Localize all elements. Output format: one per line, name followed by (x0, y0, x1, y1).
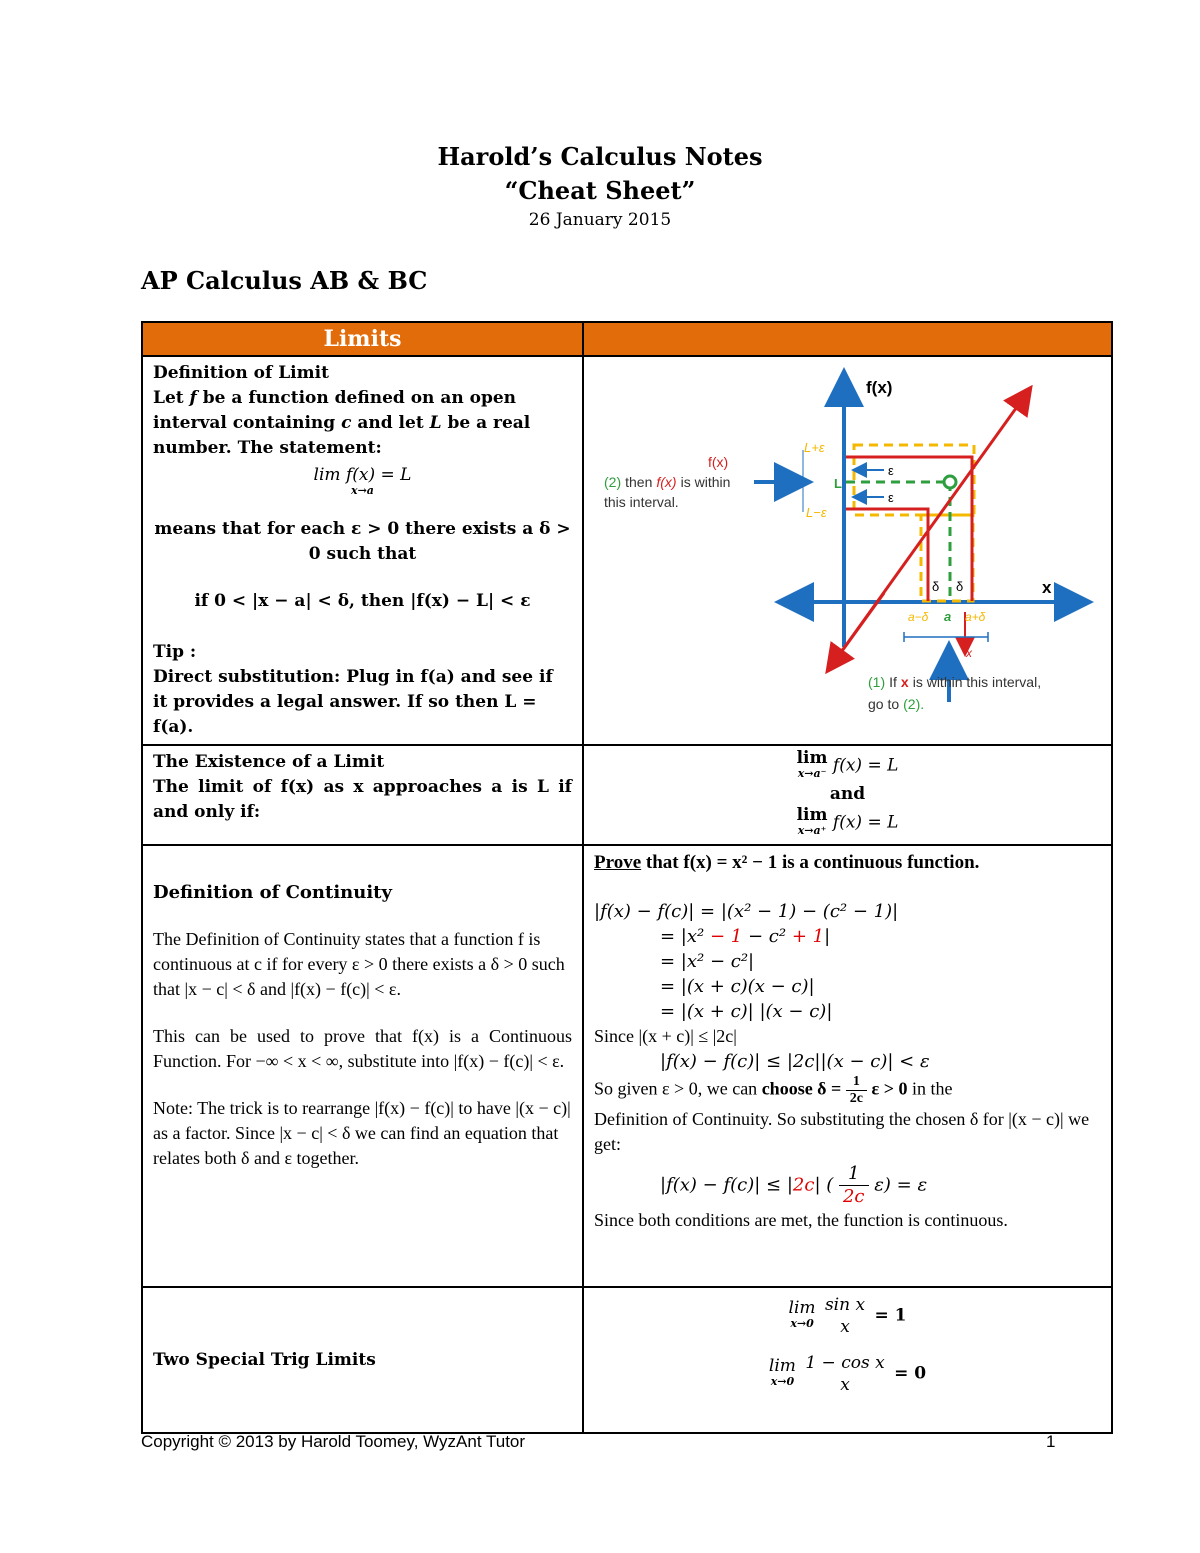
limit-definition-cell (142, 356, 583, 745)
tip-text: Direct substitution: Plug in f(a) and see if it provides a legal answer. If so then L = f(a). (153, 667, 553, 737)
label-a: a (944, 609, 952, 624)
right-limit: lim x→a⁺ f(x) = L (796, 805, 899, 837)
header-blank (583, 322, 1112, 356)
limit-condition: if 0 < |x − a| < δ, then |f(x) − L| < ε (194, 591, 531, 611)
doc-subtitle: “Cheat Sheet” (504, 176, 696, 205)
limit-def-heading: Definition of Limit (153, 363, 329, 383)
footer-page-number: 1 (1046, 1432, 1056, 1451)
label-this-interval: this interval. (604, 494, 679, 510)
proof-line-3: = |x² − c²| (660, 951, 755, 972)
section-title: AP Calculus AB & BC (141, 266, 428, 295)
and-word: and (829, 784, 866, 804)
table-row (142, 845, 1112, 1287)
limit-def-text: Let f be a function defined on an open interval containing c and let L be a real number. The statement: (153, 388, 531, 458)
label-eps-2: ε (888, 490, 894, 505)
label-L-minus: L−ε (806, 505, 827, 520)
label-fx-axis: f(x) (866, 378, 893, 397)
proof-line-8: So given ε > 0, we can choose δ = $\frac{1}{2c}$ ε > 0 in the (594, 1074, 953, 1106)
proof-line-6: Since |(x + c)| ≤ |2c| (594, 1026, 737, 1046)
proof-heading: Prove that f(x) = x² − 1 is a continuous function. (594, 852, 980, 873)
limit-means: means that for each ε > 0 there exists a δ > 0 such that (154, 519, 571, 564)
limit-point (944, 476, 956, 488)
proof-line-11: Since both conditions are met, the function is continuous. (594, 1210, 1008, 1230)
proof-line-4: = |(x + c)(x − c)| (660, 976, 815, 997)
label-goto: go to (2). (868, 696, 925, 712)
continuity-p2: This can be used to prove that f(x) is a Continuous Function. For −∞ < x < ∞, substitute into |f(x) − f(c)| < ε. (153, 1026, 572, 1071)
trig-limit-1: lim x→0 sin x x = 1 (788, 1295, 907, 1337)
label-fx: f(x) (708, 454, 729, 470)
label-x-axis: x (1042, 578, 1052, 597)
proof-line-2: = |x² − 1 − c² + 1| (660, 926, 831, 947)
label-eps-1: ε (888, 463, 894, 478)
label-if: (1) If x is within this interval, (868, 674, 1042, 690)
proof-line-5: = |(x + c)| |(x − c)| (660, 1001, 833, 1022)
label-L-plus: L+ε (804, 440, 825, 455)
doc-title: Harold’s Calculus Notes (437, 142, 763, 171)
header-limits: Limits (142, 322, 583, 356)
proof-line-9: Definition of Continuity. So substituting the chosen δ for |(x − c)| we get: (594, 1109, 1090, 1154)
label-delta-2: δ (956, 579, 964, 594)
trig-heading-cell (142, 1287, 583, 1433)
table-row (142, 1287, 1112, 1433)
table-row (142, 745, 1112, 845)
continuity-heading: Definition of Continuity (153, 882, 392, 903)
existence-cell (142, 745, 583, 845)
limit-graph-cell (583, 356, 1112, 745)
trig-formulas-cell (583, 1287, 1112, 1433)
limit-formula: lim f(x) = L x→a (313, 465, 412, 497)
label-a-plus: a+δ (965, 610, 986, 624)
label-a-minus: a−δ (908, 610, 929, 624)
label-delta-1: δ (932, 579, 940, 594)
existence-heading: The Existence of a Limit (153, 752, 385, 772)
label-L: L (834, 476, 842, 491)
table-row (142, 356, 1112, 745)
continuity-p1: The Definition of Continuity states that a function f is continuous at c if for every ε > 0 there exists a δ > 0 such that |x − c| < δ and |f(x) − f(c)| < ε. (153, 929, 565, 999)
tip-label: Tip : (153, 642, 197, 662)
limits-table (141, 321, 1113, 1434)
label-then: (2) then f(x) is within (604, 474, 731, 490)
existence-formulas (583, 745, 1112, 845)
continuity-note: Note: The trick is to rearrange |f(x) − f(c)| to have |(x − c)| as a factor. Since |x − c| < δ we can find an equation that relates both δ and ε together. (153, 1098, 571, 1168)
label-x-small: x (966, 646, 972, 660)
left-limit: lim x→a⁻ f(x) = L (796, 748, 899, 780)
doc-date: 26 January 2015 (528, 210, 672, 230)
footer-copyright: Copyright © 2013 by Harold Toomey, WyzAnt Tutor (141, 1432, 526, 1451)
proof-line-7: |f(x) − f(c)| ≤ |2c||(x − c)| < ε (660, 1051, 930, 1072)
continuity-cell (142, 845, 583, 1287)
existence-text: The limit of f(x) as x approaches a is L if and only if: (153, 777, 572, 822)
proof-line-1: |f(x) − f(c)| = |(x² − 1) − (c² − 1)| (594, 901, 899, 922)
trig-heading: Two Special Trig Limits (153, 1349, 376, 1370)
proof-line-10: |f(x) − f(c)| ≤ |2c| ( $\frac{1}{2c}$ ε) = ε (660, 1163, 928, 1207)
epsilon-delta-graph (584, 357, 1094, 717)
proof-cell (583, 845, 1112, 1287)
trig-limit-2: lim x→0 1 − cos x x = 0 (768, 1353, 927, 1395)
table-header-row (142, 322, 1112, 356)
